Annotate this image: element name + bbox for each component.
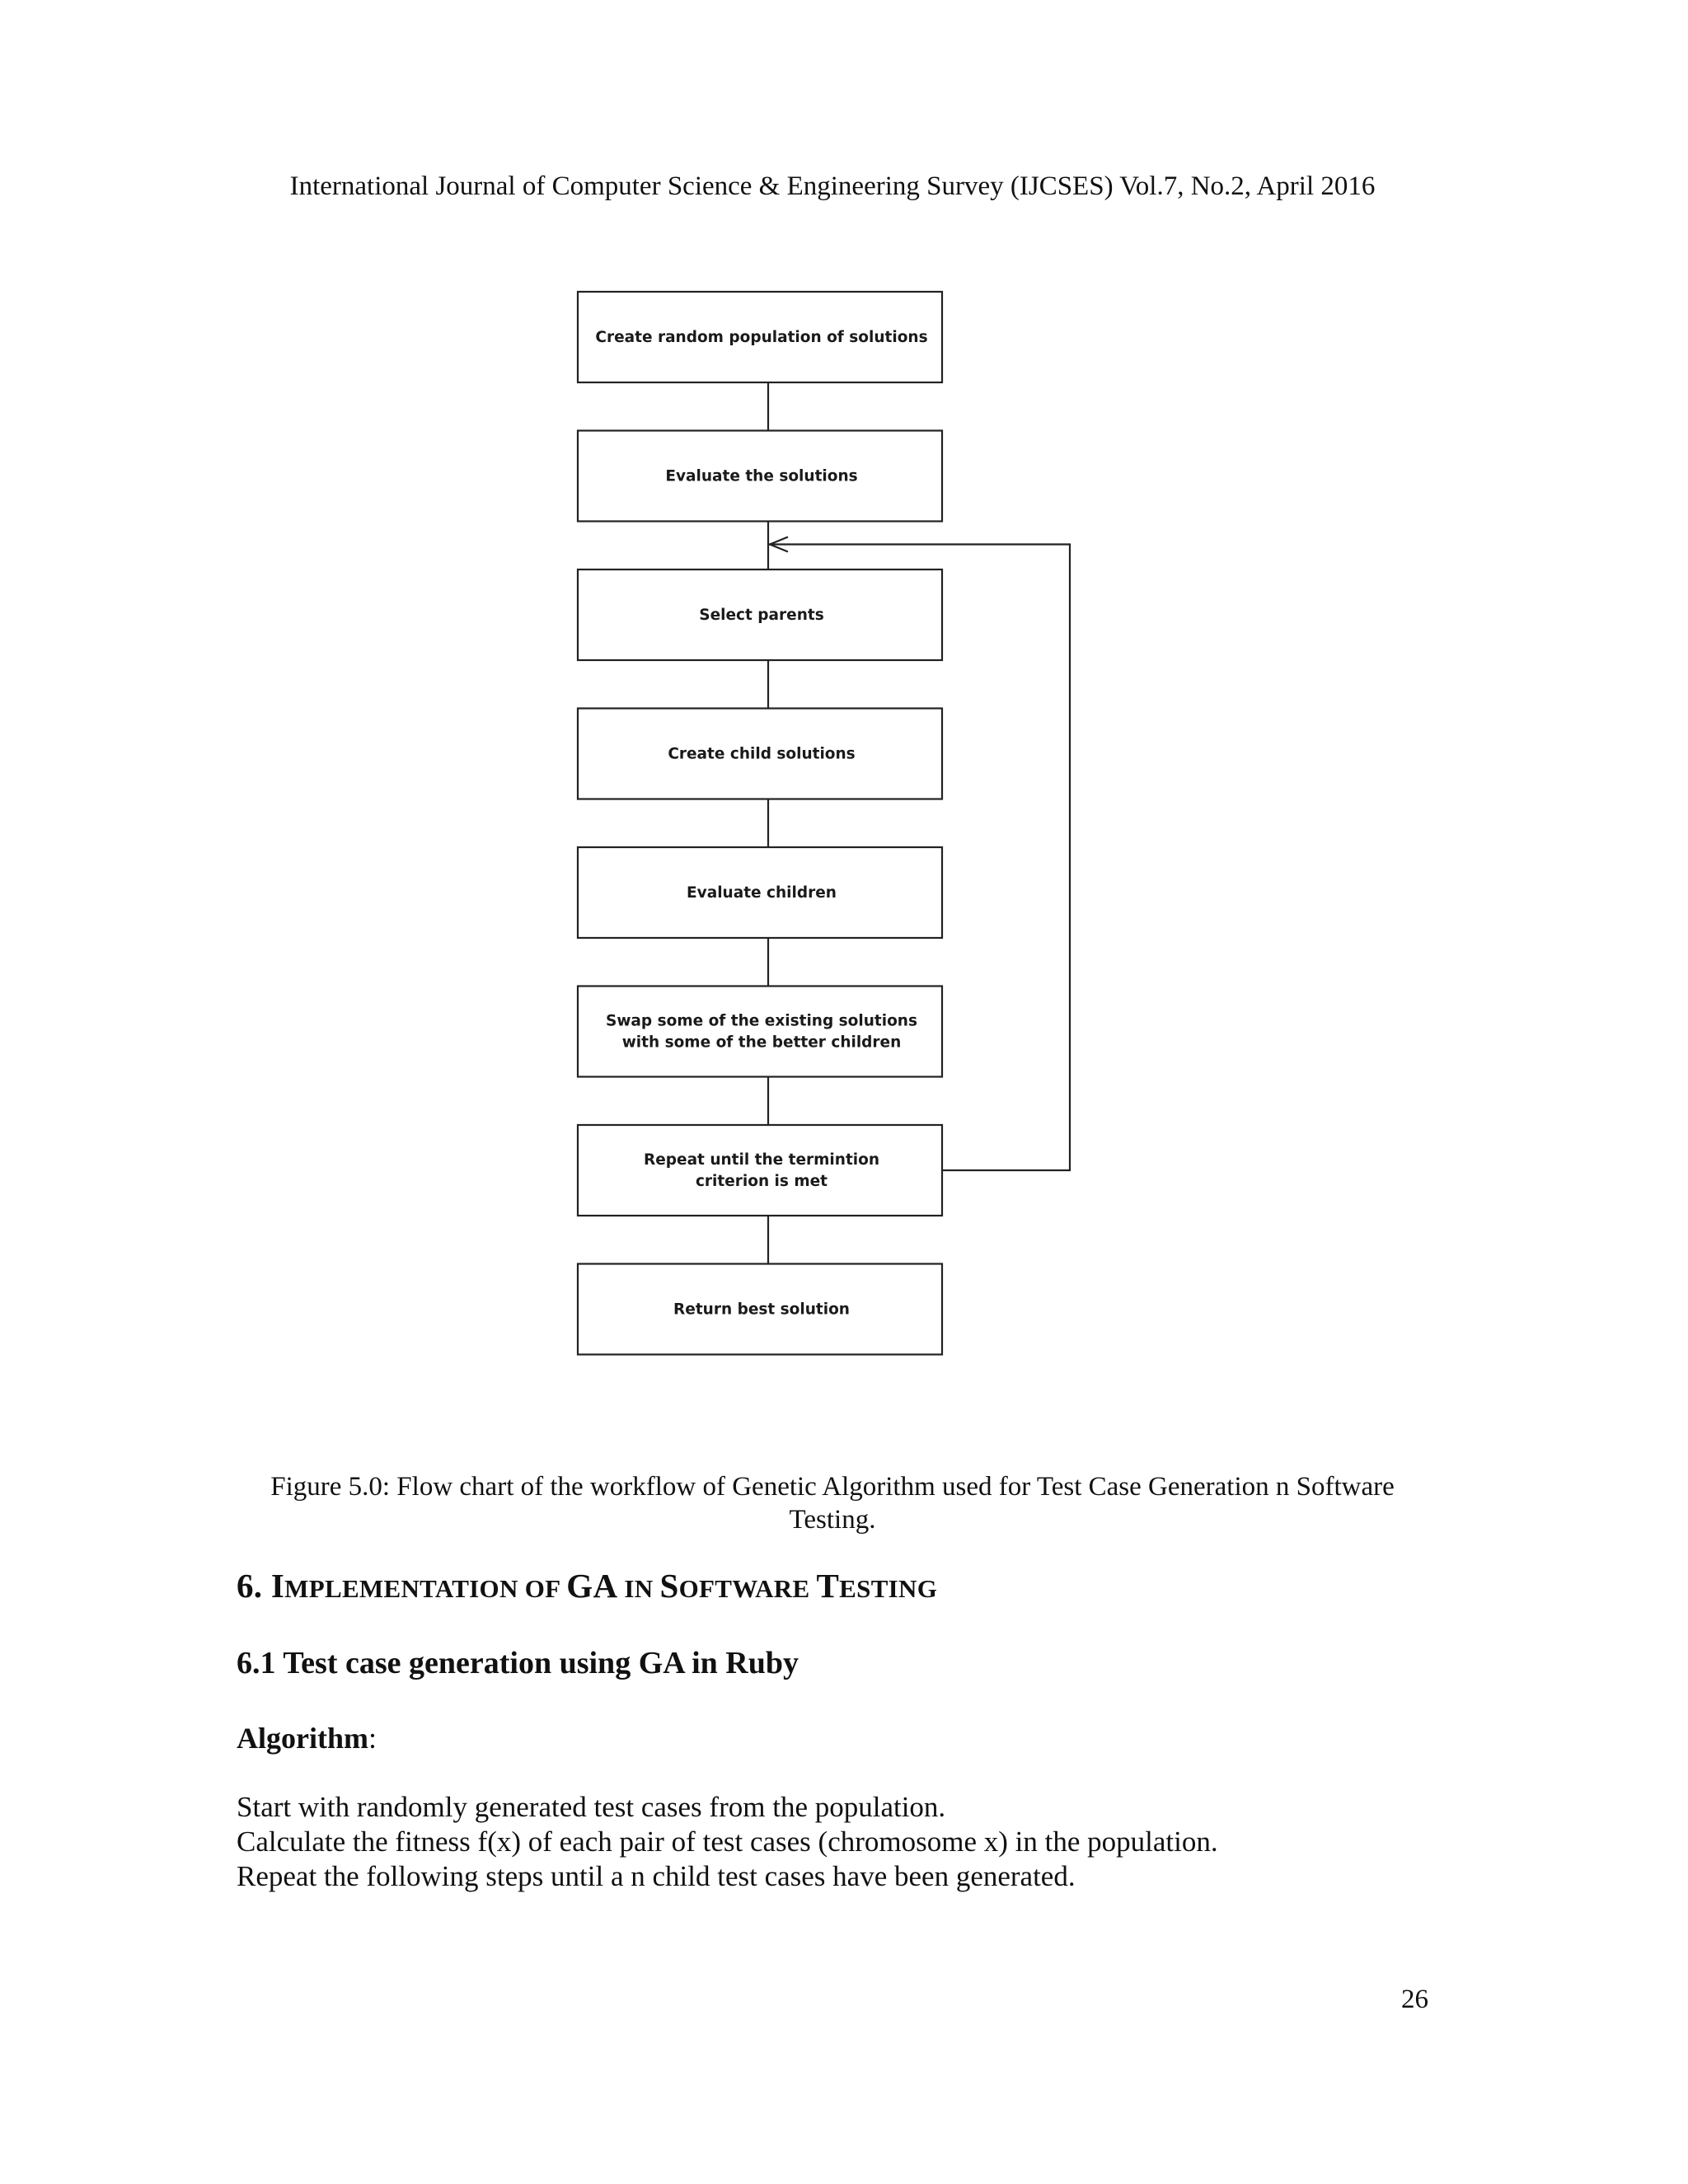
page-number: 26 xyxy=(1401,1985,1428,2014)
section-title-1-cap: I xyxy=(270,1567,285,1605)
flowchart-step-label: Create random population of solutions xyxy=(595,329,928,346)
flowchart-step xyxy=(578,1125,942,1216)
section-title-1-rest: MPLEMENTATION OF xyxy=(284,1574,567,1603)
flowchart-step-label: Return best solution xyxy=(673,1301,850,1319)
flowchart-step-label: Evaluate the solutions xyxy=(665,467,858,485)
flowchart-step xyxy=(578,709,942,799)
algorithm-label-colon: : xyxy=(368,1722,377,1755)
flowchart-step xyxy=(578,431,942,522)
algorithm-line-1: Start with randomly generated test cases from the population. xyxy=(237,1791,946,1823)
running-header: International Journal of Computer Science & Engineering Survey (IJCSES) Vol.7, No.2, April 2016 xyxy=(289,171,1376,201)
flowchart-step-label: Evaluate children xyxy=(687,884,837,902)
section-title-2-rest: IN xyxy=(617,1574,660,1603)
figure-caption xyxy=(239,1470,1426,1536)
subsection-heading: 6.1 Test case generation using GA in Ruby xyxy=(237,1646,799,1680)
flowchart-step xyxy=(578,987,942,1077)
flowchart-step-label: Create child solutions xyxy=(668,745,856,763)
section-heading xyxy=(237,1566,937,1605)
section-title-2-cap: GA xyxy=(566,1567,618,1605)
flowchart-step-label: with some of the better children xyxy=(621,1033,902,1052)
flowchart-step-label: Repeat until the termintion xyxy=(643,1151,880,1169)
algorithm-label xyxy=(237,1721,377,1755)
algorithm-steps xyxy=(237,1790,1218,1894)
algorithm-line-2: Calculate the fitness f(x) of each pair of test cases (chromosome x) in the population. xyxy=(237,1825,1218,1858)
section-title-4-rest: ESTING xyxy=(839,1574,938,1603)
section-number: 6. xyxy=(237,1567,271,1605)
flowchart-step xyxy=(578,292,942,382)
flowchart-step-box xyxy=(578,987,942,1077)
flowchart-step-label: Select parents xyxy=(699,607,824,624)
section-title-4-cap: T xyxy=(816,1567,840,1605)
algorithm-line-3: Repeat the following steps until a n child test cases have been generated. xyxy=(237,1860,1076,1892)
flowchart-step-label: Swap some of the existing solutions xyxy=(606,1012,917,1030)
flowchart-step xyxy=(578,1264,942,1355)
section-title-3-rest: OFTWARE xyxy=(678,1574,817,1603)
figure-caption-line-2: Testing. xyxy=(789,1505,876,1535)
flowchart-step-box xyxy=(578,1125,942,1216)
flowchart-step xyxy=(578,569,942,660)
algorithm-label-text: Algorithm xyxy=(237,1722,368,1755)
figure-caption-line-1: Figure 5.0: Flow chart of the workflow of Genetic Algorithm used for Test Case Generation n Software xyxy=(270,1472,1395,1502)
flowchart-step-label: criterion is met xyxy=(695,1173,828,1190)
flowchart-step xyxy=(578,847,942,938)
section-title-3-cap: S xyxy=(659,1567,679,1605)
